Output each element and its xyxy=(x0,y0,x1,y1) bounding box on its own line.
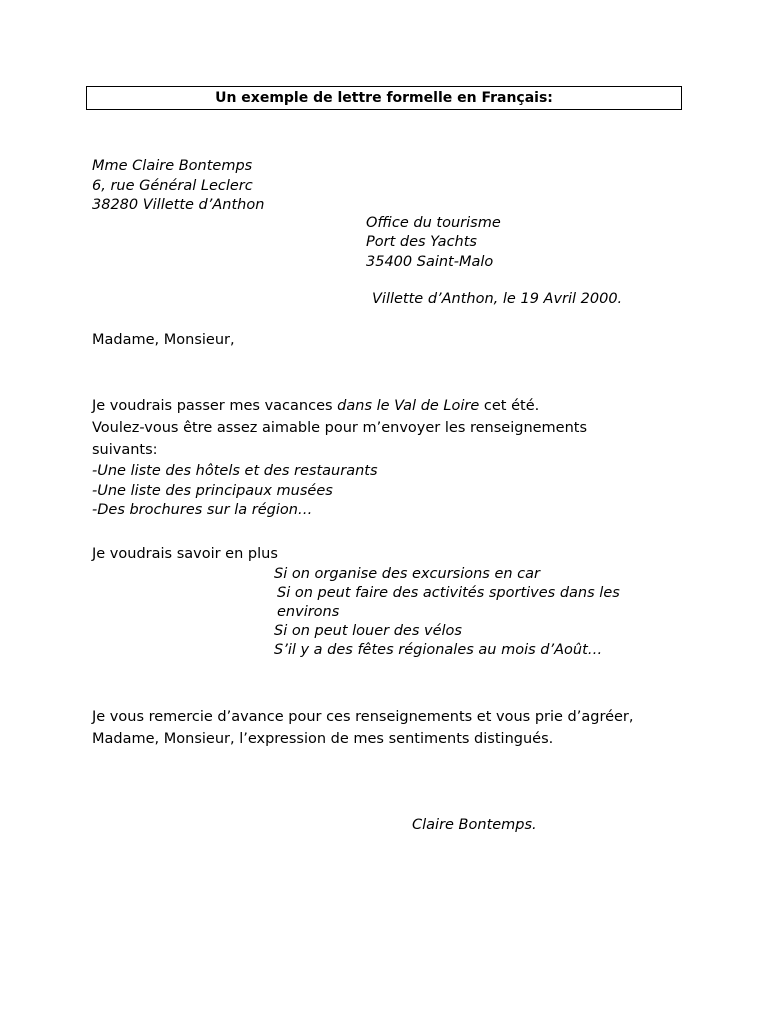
recipient-name: Office du tourisme xyxy=(366,215,501,231)
date-line: Villette d’Anthon, le 19 Avril 2000. xyxy=(372,291,623,307)
body-line-1-italic: dans le Val de Loire xyxy=(337,398,480,414)
closing-line-1: Je vous remercie d’avance pour ces renseignements et vous prie d’agréer, xyxy=(92,709,634,725)
question-excursions: Si on organise des excursions en car xyxy=(274,566,540,582)
question-sports-cont: environs xyxy=(277,604,340,620)
question-bikes: Si on peut louer des vélos xyxy=(274,623,462,639)
list-item-museums: -Une liste des principaux musées xyxy=(92,483,333,499)
signature: Claire Bontemps. xyxy=(412,817,537,833)
sender-city: 38280 Villette d’Anthon xyxy=(92,197,265,213)
sender-name: Mme Claire Bontemps xyxy=(92,158,253,174)
list-item-brochures: -Des brochures sur la région… xyxy=(92,502,313,518)
closing-line-2: Madame, Monsieur, l’expression de mes sentiments distingués. xyxy=(92,731,554,747)
body-line-3: suivants: xyxy=(92,442,158,458)
sender-street: 6, rue Général Leclerc xyxy=(92,178,253,194)
body-line-1-end: cet été. xyxy=(479,398,540,414)
body-line-1-start: Je voudrais passer mes vacances xyxy=(92,398,338,414)
body-line-1 xyxy=(92,396,539,416)
question-festivals: S’il y a des fêtes régionales au mois d’Août… xyxy=(274,642,603,658)
recipient-city: 35400 Saint-Malo xyxy=(366,254,494,270)
body-line-2: Voulez-vous être assez aimable pour m’envoyer les renseignements xyxy=(92,420,588,436)
savoir-intro: Je voudrais savoir en plus xyxy=(92,546,278,562)
document-title: Un exemple de lettre formelle en Français: xyxy=(86,86,682,110)
recipient-street: Port des Yachts xyxy=(366,234,477,250)
question-sports: Si on peut faire des activités sportives dans les xyxy=(277,585,620,601)
list-item-hotels: -Une liste des hôtels et des restaurants xyxy=(92,463,378,479)
salutation: Madame, Monsieur, xyxy=(92,332,235,348)
